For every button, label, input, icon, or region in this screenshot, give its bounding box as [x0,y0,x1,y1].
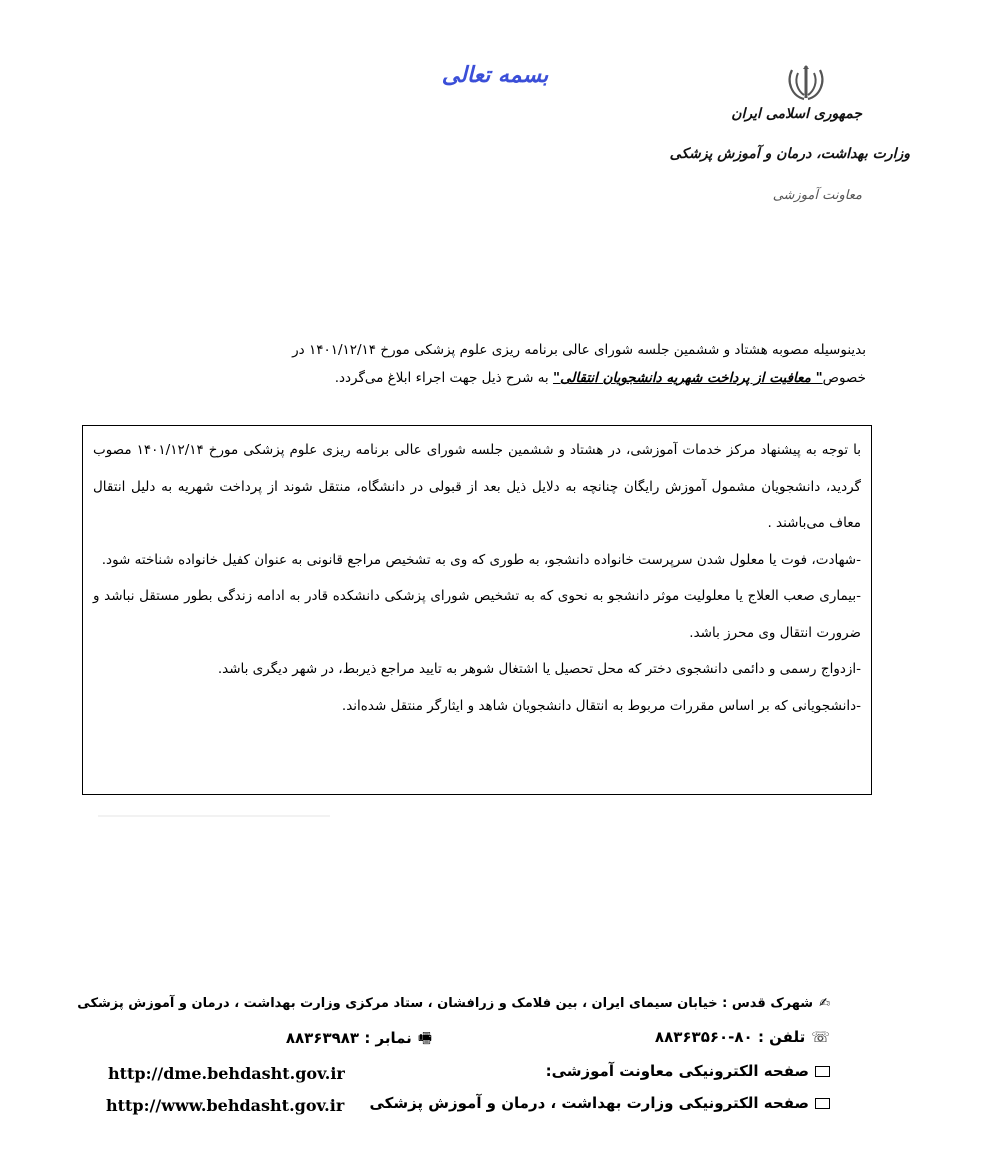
iran-emblem-icon [786,64,826,102]
basmala-heading: بسمه تعالی [441,62,549,88]
envelope-icon [815,1066,830,1077]
telephone-icon: ☏ [811,1028,830,1046]
footer-fax-row [286,1028,432,1053]
web2-link[interactable]: http://www.behdasht.gov.ir [106,1096,345,1115]
resolution-main: با توجه به پیشنهاد مرکز خدمات آموزشی، در هشتاد و ششمین جلسه شورای عالی برنامه ریزی علوم پزشکی مورخ ۱۴۰۱/۱۲/۱۴ مصوب گردید، دانشجویان مشمول آموزش رایگان چنانچه به دلایل ذیل بعد از قبولی در دانشگاه، منتقل شوند از پرداخت شهریه به دلیل انتقال معاف می‌باشند . [93,442,861,531]
resolution-box [82,425,872,795]
fax-label: نمابر : [364,1029,412,1047]
resolution-item: -ازدواج رسمی و دائمی دانشجوی دختر که محل تحصیل یا اشتغال شوهر به تایید مراجع ذیربط، در شهر دیگری باشد. [217,661,861,677]
phone-number: ۸۰-۸۸۳۶۳۵۶۰ [654,1028,753,1046]
footer-phone-row [655,1028,830,1046]
resolution-item: -بیماری صعب العلاج یا معلولیت موثر دانشجو به نحوی که به تشخیص شورای پزشکی دانشکده قادر به ادامه زندگی بطور مستقل نباشد و ضرورت انتقال وی محرز باشد. [93,588,861,641]
web1-label: صفحه الکترونیکی معاونت آموزشی: [545,1062,809,1080]
deputy-name: معاونت آموزشی [772,188,862,203]
footer-web1-row [546,1062,830,1080]
envelope-icon [815,1098,830,1109]
intro-prefix: خصوص [822,370,866,386]
divider [98,815,330,817]
resolution-item: -شهادت، فوت یا معلول شدن سرپرست خانواده دانشجو، به طوری که وی به تشخیص مراجع قانونی به عنوان کفیل خانواده شناخته شود. [101,551,861,568]
footer-address-row [77,996,830,1011]
intro-line-1: بدینوسیله مصوبه هشتاد و ششمین جلسه شورای عالی برنامه ریزی علوم پزشکی مورخ ۱۴۰۱/۱۲/۱۴ در [292,342,866,358]
country-name: جمهوری اسلامی ایران [731,106,862,122]
pen-icon: ✍ [819,996,830,1011]
intro-topic: " معافیت از پرداخت شهریه دانشجویان انتقالی" [552,370,823,386]
web1-link[interactable]: http://dme.behdasht.gov.ir [108,1064,345,1083]
intro-line-2 [100,364,866,392]
resolution-item: -دانشجویانی که بر اساس مقررات مربوط به انتقال دانشجویان شاهد و ایثارگر منتقل شده‌اند. [341,697,861,714]
intro-suffix: به شرح ذیل جهت اجراء ابلاغ می‌گردد. [334,370,553,386]
footer-address: شهرک قدس : خیابان سیمای ایران ، بین فلامک و زرافشان ، ستاد مرکزی وزارت بهداشت ، درمان و آموزش پزشکی [77,996,814,1011]
intro-paragraph [100,336,866,392]
phone-label: تلفن : [757,1028,806,1046]
footer-web2-row [369,1094,830,1112]
fax-number: ۸۸۳۶۳۹۸۳ [285,1029,360,1047]
web2-label: صفحه الکترونیکی وزارت بهداشت ، درمان و آموزش پزشکی [369,1094,809,1112]
ministry-name: وزارت بهداشت، درمان و آموزش پزشکی [669,146,910,162]
fax-icon: 🖷 [417,1029,432,1047]
